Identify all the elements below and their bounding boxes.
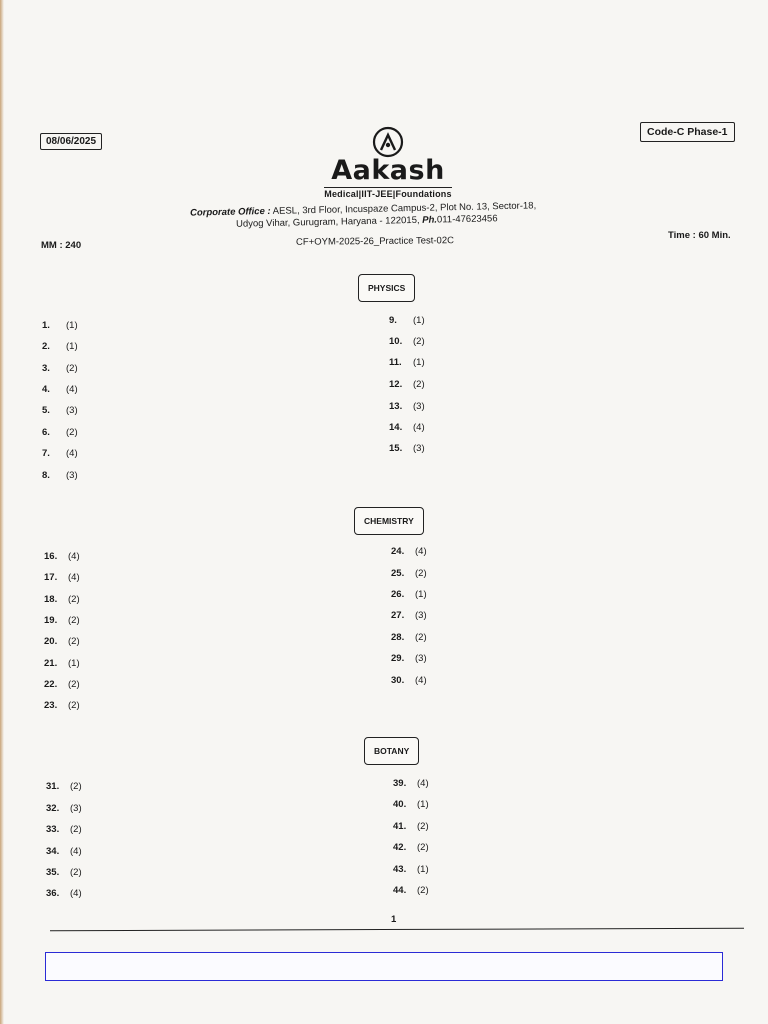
section-title-physics: PHYSICS bbox=[358, 274, 415, 302]
answer-item bbox=[46, 867, 82, 878]
answer-option: (2) bbox=[413, 336, 425, 347]
question-number: 25. bbox=[391, 568, 405, 579]
answer-option: (2) bbox=[415, 632, 427, 643]
answer-option: (2) bbox=[70, 824, 82, 835]
answer-item bbox=[389, 422, 425, 433]
answer-item bbox=[42, 448, 78, 459]
brand-name: Aakash bbox=[331, 155, 445, 186]
phone-number: 011-47623456 bbox=[436, 213, 498, 226]
question-number: 8. bbox=[42, 470, 50, 481]
address-text-2: Udyog Vihar, Gurugram, Haryana - 122015, bbox=[235, 214, 423, 230]
answer-option: (4) bbox=[70, 846, 82, 857]
question-number: 44. bbox=[393, 885, 407, 896]
question-number: 12. bbox=[389, 379, 403, 390]
answer-item bbox=[44, 551, 80, 562]
max-marks: MM : 240 bbox=[41, 240, 82, 251]
answer-option: (3) bbox=[70, 803, 82, 814]
answer-item bbox=[391, 675, 427, 686]
answer-option: (4) bbox=[68, 572, 80, 583]
answer-item bbox=[391, 546, 427, 557]
answer-option: (3) bbox=[415, 610, 427, 621]
answer-option: (2) bbox=[68, 700, 80, 711]
question-number: 31. bbox=[46, 781, 60, 792]
question-number: 30. bbox=[391, 675, 405, 686]
question-number: 32. bbox=[46, 803, 60, 814]
answer-item bbox=[42, 363, 78, 374]
answer-option: (2) bbox=[68, 679, 80, 690]
answer-item bbox=[389, 401, 425, 412]
question-number: 26. bbox=[391, 589, 405, 600]
question-number: 10. bbox=[389, 336, 403, 347]
answer-item bbox=[389, 379, 425, 390]
answer-option: (2) bbox=[68, 615, 80, 626]
answer-option: (1) bbox=[417, 799, 429, 810]
answer-option: (2) bbox=[68, 636, 80, 647]
question-number: 29. bbox=[391, 653, 405, 664]
answer-option: (1) bbox=[413, 357, 425, 368]
question-number: 33. bbox=[46, 824, 60, 835]
answer-item bbox=[393, 864, 429, 875]
answer-item bbox=[44, 679, 80, 690]
question-number: 36. bbox=[46, 888, 60, 899]
question-number: 7. bbox=[42, 448, 50, 459]
answer-option: (3) bbox=[66, 470, 78, 481]
answer-item bbox=[46, 824, 82, 835]
phone-label: Ph. bbox=[422, 214, 438, 226]
answer-item bbox=[391, 568, 427, 579]
answer-item bbox=[42, 384, 78, 395]
answer-item bbox=[393, 842, 429, 853]
answer-item bbox=[44, 594, 80, 605]
answer-option: (4) bbox=[66, 448, 78, 459]
brand-tagline: Medical|IIT-JEE|Foundations bbox=[324, 189, 452, 199]
answer-item bbox=[389, 315, 425, 326]
answer-item bbox=[391, 653, 427, 664]
question-number: 13. bbox=[389, 401, 403, 412]
question-number: 14. bbox=[389, 422, 403, 433]
test-name: CF+OYM-2025-26_Practice Test-02C bbox=[295, 235, 455, 248]
question-number: 27. bbox=[391, 610, 405, 621]
question-number: 40. bbox=[393, 799, 407, 810]
question-number: 43. bbox=[393, 864, 407, 875]
question-number: 6. bbox=[42, 427, 50, 438]
answer-option: (1) bbox=[417, 864, 429, 875]
corporate-office-label: Corporate Office : bbox=[189, 205, 271, 219]
question-number: 19. bbox=[44, 615, 58, 626]
answer-option: (4) bbox=[66, 384, 78, 395]
address-text-1: AESL, 3rd Floor, Incuspaze Campus-2, Plot No. 13, Sector-18, bbox=[270, 200, 537, 217]
question-number: 18. bbox=[44, 594, 58, 605]
answer-item bbox=[393, 885, 429, 896]
answer-option: (2) bbox=[66, 427, 78, 438]
question-number: 23. bbox=[44, 700, 58, 711]
question-number: 9. bbox=[389, 315, 397, 326]
answer-option: (2) bbox=[417, 885, 429, 896]
question-number: 22. bbox=[44, 679, 58, 690]
question-number: 2. bbox=[42, 341, 50, 352]
answer-option: (4) bbox=[68, 551, 80, 562]
question-number: 24. bbox=[391, 546, 405, 557]
footer-divider bbox=[50, 928, 744, 931]
answer-option: (2) bbox=[70, 781, 82, 792]
answer-option: (1) bbox=[415, 589, 427, 600]
question-number: 3. bbox=[42, 363, 50, 374]
answer-item bbox=[42, 427, 78, 438]
answer-option: (1) bbox=[66, 320, 78, 331]
answer-item bbox=[44, 615, 80, 626]
test-duration: Time : 60 Min. bbox=[668, 230, 731, 241]
question-number: 5. bbox=[42, 405, 50, 416]
answer-item bbox=[46, 803, 82, 814]
answer-option: (4) bbox=[415, 546, 427, 557]
question-number: 39. bbox=[393, 778, 407, 789]
answer-item bbox=[46, 846, 82, 857]
code-phase-box: Code-C Phase-1 bbox=[640, 122, 735, 142]
aakash-logo bbox=[318, 126, 458, 202]
answer-item bbox=[46, 781, 82, 792]
answer-option: (3) bbox=[413, 401, 425, 412]
answer-item bbox=[42, 470, 78, 481]
answer-option: (3) bbox=[415, 653, 427, 664]
question-number: 17. bbox=[44, 572, 58, 583]
question-number: 11. bbox=[389, 357, 402, 368]
answer-item bbox=[389, 443, 425, 454]
date-box: 08/06/2025 bbox=[40, 133, 102, 150]
answer-item bbox=[44, 636, 80, 647]
answer-option: (1) bbox=[413, 315, 425, 326]
answer-option: (4) bbox=[413, 422, 425, 433]
answer-item bbox=[391, 589, 427, 600]
question-number: 15. bbox=[389, 443, 403, 454]
answer-option: (2) bbox=[70, 867, 82, 878]
answer-item bbox=[44, 658, 80, 669]
answer-item bbox=[393, 778, 429, 789]
answer-item bbox=[389, 336, 425, 347]
page-edge bbox=[0, 0, 4, 1024]
section-title-chemistry: CHEMISTRY bbox=[354, 507, 424, 535]
answer-item bbox=[393, 799, 429, 810]
answer-option: (4) bbox=[70, 888, 82, 899]
aakash-emblem-icon bbox=[372, 126, 404, 158]
answer-item bbox=[46, 888, 82, 899]
answer-item bbox=[391, 610, 427, 621]
answer-option: (2) bbox=[415, 568, 427, 579]
blank-footer-box bbox=[45, 952, 723, 981]
answer-option: (2) bbox=[413, 379, 425, 390]
answer-item bbox=[42, 405, 78, 416]
question-number: 41. bbox=[393, 821, 407, 832]
answer-option: (3) bbox=[66, 405, 78, 416]
question-number: 34. bbox=[46, 846, 60, 857]
answer-option: (2) bbox=[68, 594, 80, 605]
section-title-botany: BOTANY bbox=[364, 737, 419, 765]
question-number: 4. bbox=[42, 384, 50, 395]
answer-option: (2) bbox=[66, 363, 78, 374]
question-number: 28. bbox=[391, 632, 405, 643]
answer-item bbox=[389, 357, 425, 368]
answer-item bbox=[44, 572, 80, 583]
answer-option: (4) bbox=[417, 778, 429, 789]
answer-option: (2) bbox=[417, 821, 429, 832]
question-number: 35. bbox=[46, 867, 60, 878]
answer-item bbox=[391, 632, 427, 643]
question-number: 42. bbox=[393, 842, 407, 853]
question-number: 1. bbox=[42, 320, 50, 331]
answer-option: (1) bbox=[68, 658, 80, 669]
answer-item bbox=[44, 700, 80, 711]
answer-option: (4) bbox=[415, 675, 427, 686]
question-number: 16. bbox=[44, 551, 58, 562]
answer-item bbox=[393, 821, 429, 832]
answer-option: (1) bbox=[66, 341, 78, 352]
answer-option: (3) bbox=[413, 443, 425, 454]
question-number: 21. bbox=[44, 658, 58, 669]
question-number: 20. bbox=[44, 636, 58, 647]
page-number: 1 bbox=[391, 914, 397, 925]
answer-item bbox=[42, 320, 78, 331]
answer-option: (2) bbox=[417, 842, 429, 853]
answer-item bbox=[42, 341, 78, 352]
